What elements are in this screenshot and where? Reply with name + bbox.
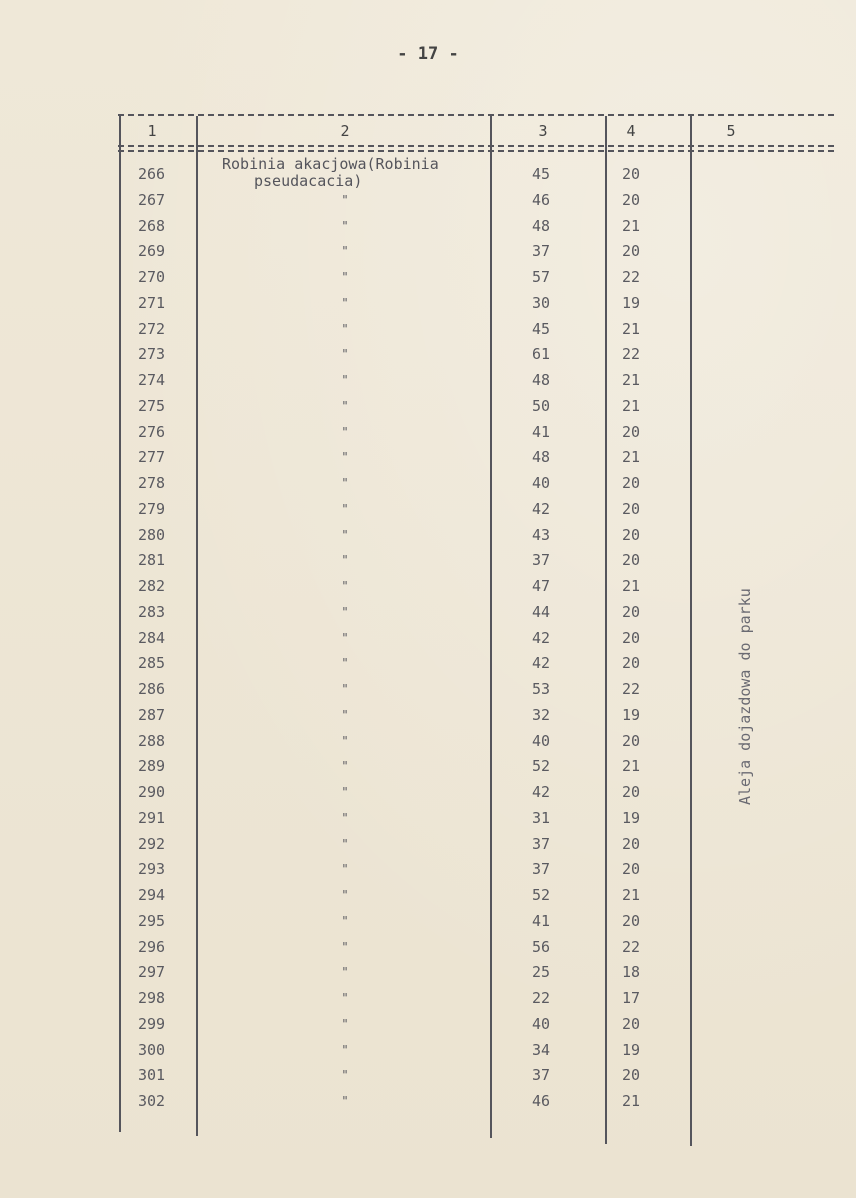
row-number: 288 <box>138 732 166 750</box>
row-species-ditto: " <box>341 734 349 748</box>
row-number: 274 <box>138 371 166 389</box>
row-species-ditto: " <box>341 553 349 567</box>
row-species-ditto: " <box>341 219 349 233</box>
row-number: 287 <box>138 706 166 724</box>
row-value-col3: 37 <box>532 242 551 260</box>
column-header-5: 5 <box>726 122 736 140</box>
row-number: 281 <box>138 551 166 569</box>
row-value-col4: 21 <box>622 886 641 904</box>
row-value-col4: 21 <box>622 371 641 389</box>
column-header-3: 3 <box>538 122 548 140</box>
row-value-col4: 20 <box>622 191 641 209</box>
row-species-ditto: " <box>341 708 349 722</box>
row-species-ditto: " <box>341 579 349 593</box>
row-species-ditto: " <box>341 528 349 542</box>
column-border-4-5 <box>690 116 692 1146</box>
row-species-ditto: " <box>341 1068 349 1082</box>
row-value-col3: 53 <box>532 680 551 698</box>
row-number: 300 <box>138 1041 166 1059</box>
row-species-ditto: " <box>341 682 349 696</box>
row-value-col4: 20 <box>622 629 641 647</box>
row-value-col3: 46 <box>532 1092 551 1110</box>
row-number: 283 <box>138 603 166 621</box>
row-species-ditto: " <box>341 425 349 439</box>
row-value-col3: 42 <box>532 654 551 672</box>
row-species-ditto: " <box>341 244 349 258</box>
row-value-col4: 21 <box>622 397 641 415</box>
row-value-col3: 48 <box>532 217 551 235</box>
row-species-ditto: " <box>341 656 349 670</box>
row-value-col4: 21 <box>622 448 641 466</box>
row-value-col4: 20 <box>622 526 641 544</box>
row-value-col4: 20 <box>622 165 641 183</box>
row-species-ditto: " <box>341 476 349 490</box>
row-species-ditto: " <box>341 965 349 979</box>
row-number: 268 <box>138 217 166 235</box>
table-top-rule <box>118 114 834 116</box>
row-value-col4: 22 <box>622 938 641 956</box>
row-value-col3: 22 <box>532 989 551 1007</box>
row-number: 273 <box>138 345 166 363</box>
row-species-ditto: " <box>341 373 349 387</box>
row-value-col4: 20 <box>622 1066 641 1084</box>
row-number: 290 <box>138 783 166 801</box>
row-number: 277 <box>138 448 166 466</box>
row-value-col4: 21 <box>622 320 641 338</box>
row-species-ditto: " <box>341 759 349 773</box>
row-value-col3: 32 <box>532 706 551 724</box>
row-value-col3: 37 <box>532 1066 551 1084</box>
row-number: 269 <box>138 242 166 260</box>
row-value-col4: 20 <box>622 654 641 672</box>
row-number: 301 <box>138 1066 166 1084</box>
row-number: 276 <box>138 423 166 441</box>
row-number: 279 <box>138 500 166 518</box>
row-value-col3: 45 <box>532 165 551 183</box>
column-border-left <box>119 116 121 1132</box>
row-value-col4: 21 <box>622 1092 641 1110</box>
row-value-col3: 42 <box>532 629 551 647</box>
row-species-ditto: " <box>341 631 349 645</box>
column-border-1-2 <box>196 116 198 1136</box>
row-value-col4: 17 <box>622 989 641 1007</box>
row-species-ditto: " <box>341 837 349 851</box>
row-value-col3: 42 <box>532 783 551 801</box>
row-value-col3: 48 <box>532 448 551 466</box>
row-value-col3: 31 <box>532 809 551 827</box>
row-value-col3: 52 <box>532 886 551 904</box>
row-number: 294 <box>138 886 166 904</box>
row-number: 271 <box>138 294 166 312</box>
row-value-col4: 19 <box>622 706 641 724</box>
row-value-col4: 20 <box>622 474 641 492</box>
column-border-3-4 <box>605 116 607 1144</box>
row-value-col4: 20 <box>622 603 641 621</box>
row-value-col4: 18 <box>622 963 641 981</box>
remark-vertical-note: Aleja dojazdowa do parku <box>736 588 754 805</box>
row-species-ditto: " <box>341 991 349 1005</box>
row-number: 295 <box>138 912 166 930</box>
row-value-col4: 20 <box>622 423 641 441</box>
row-value-col4: 20 <box>622 860 641 878</box>
row-value-col3: 57 <box>532 268 551 286</box>
row-number: 282 <box>138 577 166 595</box>
row-number: 270 <box>138 268 166 286</box>
row-species-ditto: " <box>341 193 349 207</box>
row-species-ditto: " <box>341 1017 349 1031</box>
row-value-col3: 43 <box>532 526 551 544</box>
row-value-col3: 40 <box>532 732 551 750</box>
row-number: 280 <box>138 526 166 544</box>
row-species-ditto: " <box>341 450 349 464</box>
row-value-col4: 20 <box>622 835 641 853</box>
row-value-col4: 22 <box>622 345 641 363</box>
row-species-ditto: " <box>341 270 349 284</box>
row-value-col4: 20 <box>622 912 641 930</box>
row-value-col3: 37 <box>532 860 551 878</box>
row-value-col4: 20 <box>622 551 641 569</box>
row-value-col3: 50 <box>532 397 551 415</box>
row-number: 266 <box>138 165 166 183</box>
row-species-ditto: " <box>341 347 349 361</box>
row-species-ditto: " <box>341 811 349 825</box>
row-species-ditto: " <box>341 399 349 413</box>
row-value-col4: 19 <box>622 809 641 827</box>
row-value-col3: 40 <box>532 474 551 492</box>
row-number: 299 <box>138 1015 166 1033</box>
row-value-col4: 20 <box>622 1015 641 1033</box>
row-value-col3: 41 <box>532 423 551 441</box>
row-number: 284 <box>138 629 166 647</box>
row-value-col4: 20 <box>622 783 641 801</box>
row-number: 293 <box>138 860 166 878</box>
row-value-col3: 41 <box>532 912 551 930</box>
species-name-line-2: pseudacacia) <box>254 172 363 190</box>
row-value-col3: 42 <box>532 500 551 518</box>
table-header-rule <box>118 145 834 152</box>
row-species-ditto: " <box>341 1043 349 1057</box>
row-number: 286 <box>138 680 166 698</box>
row-value-col3: 34 <box>532 1041 551 1059</box>
row-species-ditto: " <box>341 940 349 954</box>
row-number: 296 <box>138 938 166 956</box>
row-value-col3: 40 <box>532 1015 551 1033</box>
row-value-col3: 44 <box>532 603 551 621</box>
row-value-col3: 46 <box>532 191 551 209</box>
row-value-col3: 52 <box>532 757 551 775</box>
species-name-line-1: Robinia akacjowa(Robinia <box>222 155 439 173</box>
column-border-2-3 <box>490 116 492 1138</box>
row-number: 291 <box>138 809 166 827</box>
row-value-col4: 20 <box>622 732 641 750</box>
column-header-2: 2 <box>340 122 350 140</box>
row-value-col4: 21 <box>622 757 641 775</box>
row-value-col3: 47 <box>532 577 551 595</box>
row-value-col3: 48 <box>532 371 551 389</box>
row-value-col4: 21 <box>622 217 641 235</box>
row-species-ditto: " <box>341 1094 349 1108</box>
row-number: 285 <box>138 654 166 672</box>
row-value-col4: 22 <box>622 268 641 286</box>
row-value-col3: 30 <box>532 294 551 312</box>
row-value-col3: 25 <box>532 963 551 981</box>
row-value-col4: 19 <box>622 294 641 312</box>
row-species-ditto: " <box>341 862 349 876</box>
row-species-ditto: " <box>341 914 349 928</box>
row-number: 302 <box>138 1092 166 1110</box>
page-number: - 17 - <box>397 44 459 64</box>
row-value-col4: 19 <box>622 1041 641 1059</box>
row-value-col4: 21 <box>622 577 641 595</box>
row-species-ditto: " <box>341 785 349 799</box>
row-value-col4: 22 <box>622 680 641 698</box>
row-species-ditto: " <box>341 322 349 336</box>
row-number: 267 <box>138 191 166 209</box>
row-value-col3: 37 <box>532 835 551 853</box>
row-value-col4: 20 <box>622 500 641 518</box>
row-number: 297 <box>138 963 166 981</box>
row-number: 275 <box>138 397 166 415</box>
row-number: 272 <box>138 320 166 338</box>
row-value-col3: 37 <box>532 551 551 569</box>
species-name <box>222 156 439 190</box>
row-value-col3: 56 <box>532 938 551 956</box>
row-species-ditto: " <box>341 502 349 516</box>
row-value-col3: 45 <box>532 320 551 338</box>
column-header-1: 1 <box>147 122 157 140</box>
column-header-4: 4 <box>626 122 636 140</box>
row-value-col4: 20 <box>622 242 641 260</box>
row-number: 298 <box>138 989 166 1007</box>
row-value-col3: 61 <box>532 345 551 363</box>
row-species-ditto: " <box>341 605 349 619</box>
row-species-ditto: " <box>341 888 349 902</box>
row-number: 289 <box>138 757 166 775</box>
row-number: 278 <box>138 474 166 492</box>
row-species-ditto: " <box>341 296 349 310</box>
row-number: 292 <box>138 835 166 853</box>
